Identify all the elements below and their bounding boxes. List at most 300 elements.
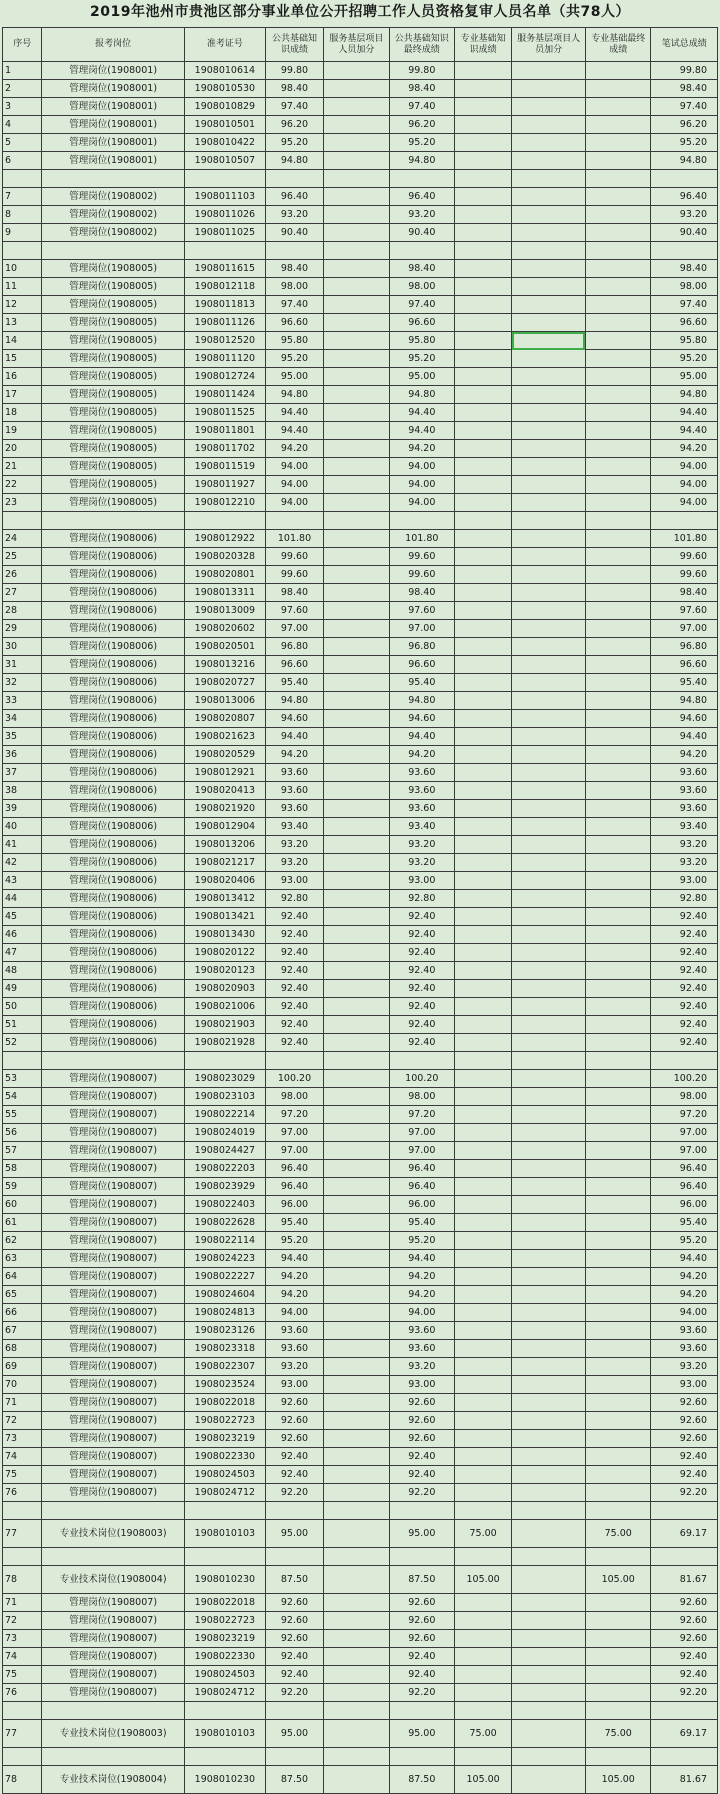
table-cell[interactable]: 1908012904 bbox=[184, 818, 265, 836]
table-cell[interactable] bbox=[455, 1340, 512, 1358]
table-cell[interactable]: 93.20 bbox=[389, 206, 454, 224]
table-cell[interactable]: 105.00 bbox=[455, 1766, 512, 1794]
table-cell[interactable]: 81.67 bbox=[651, 1766, 718, 1794]
table-cell[interactable]: 66 bbox=[3, 1304, 42, 1322]
table-cell[interactable]: 97.40 bbox=[651, 98, 718, 116]
table-cell[interactable]: 1908011813 bbox=[184, 296, 265, 314]
table-cell[interactable] bbox=[455, 782, 512, 800]
table-cell[interactable]: 98.40 bbox=[651, 584, 718, 602]
table-cell[interactable] bbox=[324, 1484, 389, 1502]
table-cell[interactable] bbox=[455, 278, 512, 296]
table-cell[interactable] bbox=[455, 1286, 512, 1304]
table-cell[interactable]: 98.00 bbox=[651, 1088, 718, 1106]
table-cell[interactable] bbox=[455, 962, 512, 980]
table-cell[interactable] bbox=[324, 818, 389, 836]
table-cell[interactable] bbox=[324, 1322, 389, 1340]
table-cell[interactable] bbox=[455, 80, 512, 98]
table-cell[interactable] bbox=[585, 116, 650, 134]
table-cell[interactable]: 1908021920 bbox=[184, 800, 265, 818]
table-cell[interactable]: 管理岗位(1908005) bbox=[42, 350, 184, 368]
table-cell[interactable]: 97.00 bbox=[389, 1142, 454, 1160]
table-cell[interactable] bbox=[585, 1322, 650, 1340]
table-cell[interactable] bbox=[324, 458, 389, 476]
table-cell[interactable] bbox=[324, 908, 389, 926]
table-cell[interactable] bbox=[455, 1160, 512, 1178]
table-cell[interactable]: 105.00 bbox=[585, 1566, 650, 1594]
table-cell[interactable]: 12 bbox=[3, 296, 42, 314]
table-cell[interactable] bbox=[512, 1088, 586, 1106]
table-cell[interactable]: 90.40 bbox=[389, 224, 454, 242]
table-cell[interactable] bbox=[512, 1214, 586, 1232]
empty-cell[interactable] bbox=[651, 170, 718, 188]
empty-cell[interactable] bbox=[512, 1502, 586, 1520]
table-cell[interactable]: 95.80 bbox=[389, 332, 454, 350]
table-cell[interactable] bbox=[455, 674, 512, 692]
table-cell[interactable]: 92.60 bbox=[265, 1594, 323, 1612]
table-cell[interactable]: 管理岗位(1908006) bbox=[42, 1016, 184, 1034]
empty-cell[interactable] bbox=[42, 512, 184, 530]
empty-cell[interactable] bbox=[512, 1052, 586, 1070]
table-cell[interactable] bbox=[585, 1484, 650, 1502]
table-cell[interactable] bbox=[585, 962, 650, 980]
table-cell[interactable] bbox=[455, 1196, 512, 1214]
table-cell[interactable] bbox=[455, 350, 512, 368]
table-cell[interactable]: 管理岗位(1908006) bbox=[42, 836, 184, 854]
empty-cell[interactable] bbox=[455, 1748, 512, 1766]
table-cell[interactable]: 1908010230 bbox=[184, 1566, 265, 1594]
table-cell[interactable]: 1908011525 bbox=[184, 404, 265, 422]
table-cell[interactable] bbox=[512, 224, 586, 242]
table-cell[interactable] bbox=[455, 728, 512, 746]
table-cell[interactable]: 99.60 bbox=[651, 548, 718, 566]
table-cell[interactable]: 105.00 bbox=[455, 1566, 512, 1594]
table-cell[interactable] bbox=[585, 692, 650, 710]
table-cell[interactable] bbox=[455, 1250, 512, 1268]
table-cell[interactable]: 100.20 bbox=[389, 1070, 454, 1088]
table-cell[interactable]: 92.40 bbox=[265, 998, 323, 1016]
table-cell[interactable]: 94.00 bbox=[651, 458, 718, 476]
table-cell[interactable]: 69 bbox=[3, 1358, 42, 1376]
table-cell[interactable] bbox=[512, 926, 586, 944]
table-cell[interactable] bbox=[512, 1684, 586, 1702]
table-cell[interactable]: 92.60 bbox=[651, 1612, 718, 1630]
table-cell[interactable]: 管理岗位(1908007) bbox=[42, 1612, 184, 1630]
table-cell[interactable]: 93.60 bbox=[651, 764, 718, 782]
table-cell[interactable]: 1908020406 bbox=[184, 872, 265, 890]
table-cell[interactable]: 95.20 bbox=[651, 134, 718, 152]
table-cell[interactable] bbox=[455, 332, 512, 350]
empty-cell[interactable] bbox=[585, 1052, 650, 1070]
table-cell[interactable]: 1908023103 bbox=[184, 1088, 265, 1106]
empty-cell[interactable] bbox=[3, 1548, 42, 1566]
table-cell[interactable]: 92.40 bbox=[265, 1034, 323, 1052]
table-cell[interactable]: 98.40 bbox=[265, 260, 323, 278]
empty-cell[interactable] bbox=[184, 1052, 265, 1070]
table-cell[interactable]: 92.40 bbox=[265, 962, 323, 980]
table-cell[interactable]: 94.20 bbox=[265, 746, 323, 764]
table-cell[interactable]: 92.40 bbox=[651, 962, 718, 980]
table-cell[interactable] bbox=[324, 1412, 389, 1430]
table-cell[interactable]: 95.40 bbox=[265, 674, 323, 692]
table-cell[interactable] bbox=[324, 1684, 389, 1702]
table-cell[interactable] bbox=[585, 152, 650, 170]
table-cell[interactable]: 92.40 bbox=[265, 1466, 323, 1484]
header-cell[interactable]: 专业基础知识成绩 bbox=[455, 28, 512, 62]
table-cell[interactable] bbox=[585, 80, 650, 98]
header-cell[interactable]: 服务基层项目人员加分 bbox=[512, 28, 586, 62]
table-cell[interactable] bbox=[324, 1630, 389, 1648]
table-cell[interactable]: 87.50 bbox=[389, 1566, 454, 1594]
table-cell[interactable]: 1908012724 bbox=[184, 368, 265, 386]
table-cell[interactable]: 93.00 bbox=[265, 1376, 323, 1394]
table-cell[interactable] bbox=[324, 782, 389, 800]
table-cell[interactable] bbox=[585, 566, 650, 584]
table-cell[interactable]: 1908021006 bbox=[184, 998, 265, 1016]
table-cell[interactable]: 52 bbox=[3, 1034, 42, 1052]
empty-cell[interactable] bbox=[455, 1548, 512, 1566]
table-cell[interactable] bbox=[585, 800, 650, 818]
table-cell[interactable]: 1908023126 bbox=[184, 1322, 265, 1340]
table-cell[interactable] bbox=[324, 566, 389, 584]
table-cell[interactable]: 管理岗位(1908006) bbox=[42, 998, 184, 1016]
table-cell[interactable]: 99.60 bbox=[651, 566, 718, 584]
empty-cell[interactable] bbox=[455, 170, 512, 188]
table-cell[interactable] bbox=[512, 1648, 586, 1666]
table-cell[interactable] bbox=[512, 1232, 586, 1250]
table-cell[interactable]: 98.40 bbox=[651, 260, 718, 278]
table-cell[interactable]: 1908022723 bbox=[184, 1612, 265, 1630]
table-cell[interactable]: 97.60 bbox=[265, 602, 323, 620]
table-cell[interactable]: 1908011927 bbox=[184, 476, 265, 494]
table-cell[interactable] bbox=[512, 1196, 586, 1214]
table-cell[interactable]: 1908022114 bbox=[184, 1232, 265, 1250]
table-cell[interactable]: 95.40 bbox=[389, 674, 454, 692]
table-cell[interactable]: 93.60 bbox=[389, 800, 454, 818]
table-cell[interactable]: 管理岗位(1908006) bbox=[42, 962, 184, 980]
table-cell[interactable]: 46 bbox=[3, 926, 42, 944]
table-cell[interactable]: 1908010103 bbox=[184, 1520, 265, 1548]
table-cell[interactable]: 管理岗位(1908007) bbox=[42, 1070, 184, 1088]
empty-cell[interactable] bbox=[3, 512, 42, 530]
table-cell[interactable] bbox=[324, 620, 389, 638]
table-cell[interactable]: 1908010507 bbox=[184, 152, 265, 170]
table-cell[interactable]: 55 bbox=[3, 1106, 42, 1124]
table-cell[interactable]: 92.40 bbox=[651, 908, 718, 926]
table-cell[interactable]: 管理岗位(1908005) bbox=[42, 332, 184, 350]
table-cell[interactable]: 1908010829 bbox=[184, 98, 265, 116]
table-cell[interactable]: 92.60 bbox=[651, 1394, 718, 1412]
empty-cell[interactable] bbox=[512, 1548, 586, 1566]
table-cell[interactable]: 1908020727 bbox=[184, 674, 265, 692]
table-cell[interactable] bbox=[324, 944, 389, 962]
table-cell[interactable]: 92.60 bbox=[389, 1430, 454, 1448]
table-cell[interactable]: 管理岗位(1908006) bbox=[42, 638, 184, 656]
table-cell[interactable] bbox=[455, 494, 512, 512]
table-cell[interactable] bbox=[585, 1250, 650, 1268]
table-cell[interactable]: 95.40 bbox=[389, 1214, 454, 1232]
table-cell[interactable]: 1908011801 bbox=[184, 422, 265, 440]
table-cell[interactable] bbox=[455, 98, 512, 116]
table-cell[interactable]: 94.20 bbox=[389, 1286, 454, 1304]
table-cell[interactable]: 1 bbox=[3, 62, 42, 80]
table-cell[interactable]: 92.40 bbox=[389, 1034, 454, 1052]
table-cell[interactable]: 1908010530 bbox=[184, 80, 265, 98]
table-cell[interactable]: 93.20 bbox=[265, 206, 323, 224]
table-cell[interactable]: 81.67 bbox=[651, 1566, 718, 1594]
table-cell[interactable]: 96.00 bbox=[265, 1196, 323, 1214]
table-cell[interactable]: 78 bbox=[3, 1566, 42, 1594]
table-cell[interactable] bbox=[585, 656, 650, 674]
empty-cell[interactable] bbox=[42, 1052, 184, 1070]
table-cell[interactable] bbox=[455, 746, 512, 764]
table-cell[interactable]: 78 bbox=[3, 1766, 42, 1794]
table-cell[interactable] bbox=[324, 602, 389, 620]
table-cell[interactable] bbox=[455, 1630, 512, 1648]
table-cell[interactable]: 管理岗位(1908001) bbox=[42, 62, 184, 80]
table-cell[interactable] bbox=[455, 1178, 512, 1196]
table-cell[interactable] bbox=[585, 764, 650, 782]
table-cell[interactable]: 94.00 bbox=[389, 476, 454, 494]
table-cell[interactable] bbox=[324, 836, 389, 854]
table-cell[interactable]: 93.20 bbox=[389, 854, 454, 872]
table-cell[interactable]: 92.40 bbox=[651, 980, 718, 998]
table-cell[interactable]: 98.40 bbox=[389, 584, 454, 602]
table-cell[interactable]: 97.60 bbox=[651, 602, 718, 620]
table-cell[interactable] bbox=[324, 476, 389, 494]
table-cell[interactable]: 75 bbox=[3, 1666, 42, 1684]
table-cell[interactable]: 1908020328 bbox=[184, 548, 265, 566]
table-cell[interactable]: 94.40 bbox=[389, 404, 454, 422]
table-cell[interactable]: 92.40 bbox=[389, 998, 454, 1016]
table-cell[interactable]: 97.40 bbox=[265, 98, 323, 116]
table-cell[interactable] bbox=[324, 656, 389, 674]
table-cell[interactable]: 97.40 bbox=[651, 296, 718, 314]
table-cell[interactable]: 1908024503 bbox=[184, 1666, 265, 1684]
table-cell[interactable]: 94.40 bbox=[389, 1250, 454, 1268]
table-cell[interactable] bbox=[512, 1720, 586, 1748]
table-cell[interactable] bbox=[585, 188, 650, 206]
table-cell[interactable] bbox=[585, 1376, 650, 1394]
table-cell[interactable]: 94.00 bbox=[389, 458, 454, 476]
table-cell[interactable]: 97.00 bbox=[651, 1124, 718, 1142]
table-cell[interactable]: 29 bbox=[3, 620, 42, 638]
table-cell[interactable]: 92.40 bbox=[389, 1466, 454, 1484]
table-cell[interactable]: 93.60 bbox=[651, 800, 718, 818]
table-cell[interactable] bbox=[455, 1612, 512, 1630]
table-cell[interactable]: 98.00 bbox=[265, 1088, 323, 1106]
table-cell[interactable] bbox=[324, 1232, 389, 1250]
table-cell[interactable]: 94.00 bbox=[389, 494, 454, 512]
table-cell[interactable] bbox=[324, 998, 389, 1016]
table-cell[interactable]: 3 bbox=[3, 98, 42, 116]
table-cell[interactable] bbox=[585, 1232, 650, 1250]
table-cell[interactable] bbox=[585, 584, 650, 602]
table-cell[interactable]: 4 bbox=[3, 116, 42, 134]
table-cell[interactable] bbox=[324, 926, 389, 944]
empty-cell[interactable] bbox=[585, 1702, 650, 1720]
table-cell[interactable] bbox=[585, 926, 650, 944]
table-cell[interactable] bbox=[512, 710, 586, 728]
table-cell[interactable]: 93.00 bbox=[651, 872, 718, 890]
table-cell[interactable]: 96.60 bbox=[389, 656, 454, 674]
table-cell[interactable]: 94.20 bbox=[389, 746, 454, 764]
table-cell[interactable]: 管理岗位(1908007) bbox=[42, 1340, 184, 1358]
table-cell[interactable]: 94.80 bbox=[265, 386, 323, 404]
table-cell[interactable]: 92.20 bbox=[389, 1484, 454, 1502]
table-cell[interactable]: 30 bbox=[3, 638, 42, 656]
table-cell[interactable]: 94.40 bbox=[265, 422, 323, 440]
table-cell[interactable]: 24 bbox=[3, 530, 42, 548]
table-cell[interactable] bbox=[324, 62, 389, 80]
table-cell[interactable] bbox=[512, 116, 586, 134]
table-cell[interactable]: 97.00 bbox=[389, 620, 454, 638]
table-cell[interactable] bbox=[324, 422, 389, 440]
table-cell[interactable]: 96.20 bbox=[265, 116, 323, 134]
table-cell[interactable]: 管理岗位(1908007) bbox=[42, 1250, 184, 1268]
table-cell[interactable]: 49 bbox=[3, 980, 42, 998]
table-cell[interactable]: 1908024813 bbox=[184, 1304, 265, 1322]
table-cell[interactable]: 1908022403 bbox=[184, 1196, 265, 1214]
table-cell[interactable] bbox=[585, 332, 650, 350]
table-cell[interactable] bbox=[455, 1106, 512, 1124]
table-cell[interactable]: 99.80 bbox=[651, 62, 718, 80]
table-cell[interactable]: 17 bbox=[3, 386, 42, 404]
table-cell[interactable]: 39 bbox=[3, 800, 42, 818]
empty-cell[interactable] bbox=[3, 170, 42, 188]
table-cell[interactable]: 管理岗位(1908007) bbox=[42, 1124, 184, 1142]
empty-cell[interactable] bbox=[265, 170, 323, 188]
table-cell[interactable]: 93.60 bbox=[651, 782, 718, 800]
table-cell[interactable] bbox=[324, 1214, 389, 1232]
table-cell[interactable]: 77 bbox=[3, 1720, 42, 1748]
table-cell[interactable]: 专业技术岗位(1908003) bbox=[42, 1520, 184, 1548]
table-cell[interactable] bbox=[585, 890, 650, 908]
table-cell[interactable]: 75.00 bbox=[455, 1520, 512, 1548]
table-cell[interactable]: 1908013421 bbox=[184, 908, 265, 926]
table-cell[interactable]: 95.40 bbox=[265, 1214, 323, 1232]
table-cell[interactable]: 1908013216 bbox=[184, 656, 265, 674]
table-cell[interactable]: 99.60 bbox=[265, 548, 323, 566]
table-cell[interactable] bbox=[512, 440, 586, 458]
table-cell[interactable]: 92.60 bbox=[389, 1394, 454, 1412]
table-cell[interactable]: 管理岗位(1908007) bbox=[42, 1304, 184, 1322]
empty-cell[interactable] bbox=[512, 512, 586, 530]
table-cell[interactable]: 95.00 bbox=[265, 1520, 323, 1548]
table-cell[interactable]: 管理岗位(1908007) bbox=[42, 1088, 184, 1106]
table-cell[interactable] bbox=[512, 1106, 586, 1124]
table-cell[interactable]: 93.60 bbox=[651, 1340, 718, 1358]
table-cell[interactable] bbox=[455, 656, 512, 674]
table-cell[interactable] bbox=[455, 692, 512, 710]
table-cell[interactable]: 95.40 bbox=[651, 674, 718, 692]
table-cell[interactable]: 1908022330 bbox=[184, 1448, 265, 1466]
table-cell[interactable]: 1908020807 bbox=[184, 710, 265, 728]
table-cell[interactable] bbox=[512, 854, 586, 872]
table-cell[interactable] bbox=[324, 1448, 389, 1466]
table-cell[interactable] bbox=[585, 98, 650, 116]
table-cell[interactable]: 94.60 bbox=[389, 710, 454, 728]
table-cell[interactable]: 96.80 bbox=[651, 638, 718, 656]
table-cell[interactable]: 1908010230 bbox=[184, 1766, 265, 1794]
table-cell[interactable]: 管理岗位(1908007) bbox=[42, 1376, 184, 1394]
table-cell[interactable]: 92.40 bbox=[389, 1016, 454, 1034]
empty-cell[interactable] bbox=[389, 1052, 454, 1070]
table-cell[interactable]: 94.40 bbox=[265, 404, 323, 422]
empty-cell[interactable] bbox=[184, 242, 265, 260]
table-cell[interactable]: 94.20 bbox=[651, 440, 718, 458]
empty-cell[interactable] bbox=[512, 170, 586, 188]
table-cell[interactable] bbox=[455, 1088, 512, 1106]
table-cell[interactable]: 69.17 bbox=[651, 1720, 718, 1748]
table-cell[interactable]: 管理岗位(1908006) bbox=[42, 602, 184, 620]
table-cell[interactable]: 管理岗位(1908007) bbox=[42, 1630, 184, 1648]
table-cell[interactable]: 管理岗位(1908006) bbox=[42, 530, 184, 548]
table-cell[interactable]: 95.20 bbox=[265, 1232, 323, 1250]
empty-cell[interactable] bbox=[324, 1702, 389, 1720]
table-cell[interactable]: 1908024223 bbox=[184, 1250, 265, 1268]
table-cell[interactable]: 1908022628 bbox=[184, 1214, 265, 1232]
table-cell[interactable]: 94.00 bbox=[389, 1304, 454, 1322]
table-cell[interactable]: 管理岗位(1908007) bbox=[42, 1142, 184, 1160]
table-cell[interactable] bbox=[512, 1142, 586, 1160]
table-cell[interactable]: 50 bbox=[3, 998, 42, 1016]
table-cell[interactable]: 74 bbox=[3, 1648, 42, 1666]
table-cell[interactable]: 92.20 bbox=[265, 1484, 323, 1502]
table-cell[interactable] bbox=[585, 1448, 650, 1466]
table-cell[interactable] bbox=[512, 368, 586, 386]
table-cell[interactable]: 97.00 bbox=[651, 1142, 718, 1160]
table-cell[interactable]: 1908013009 bbox=[184, 602, 265, 620]
table-cell[interactable] bbox=[455, 1034, 512, 1052]
table-cell[interactable] bbox=[324, 746, 389, 764]
table-cell[interactable]: 92.40 bbox=[651, 926, 718, 944]
table-cell[interactable] bbox=[585, 440, 650, 458]
empty-cell[interactable] bbox=[265, 1702, 323, 1720]
table-cell[interactable]: 48 bbox=[3, 962, 42, 980]
table-cell[interactable]: 92.40 bbox=[651, 1648, 718, 1666]
empty-cell[interactable] bbox=[389, 242, 454, 260]
table-cell[interactable]: 1908012921 bbox=[184, 764, 265, 782]
table-cell[interactable] bbox=[324, 1160, 389, 1178]
table-cell[interactable] bbox=[455, 584, 512, 602]
table-cell[interactable]: 管理岗位(1908007) bbox=[42, 1466, 184, 1484]
table-cell[interactable] bbox=[585, 530, 650, 548]
table-cell[interactable] bbox=[585, 728, 650, 746]
table-cell[interactable] bbox=[324, 1016, 389, 1034]
table-cell[interactable]: 96.60 bbox=[651, 314, 718, 332]
table-cell[interactable] bbox=[585, 62, 650, 80]
table-cell[interactable] bbox=[585, 1286, 650, 1304]
table-cell[interactable] bbox=[324, 980, 389, 998]
empty-cell[interactable] bbox=[324, 1748, 389, 1766]
table-cell[interactable] bbox=[324, 728, 389, 746]
table-cell[interactable]: 管理岗位(1908006) bbox=[42, 926, 184, 944]
table-cell[interactable] bbox=[324, 332, 389, 350]
table-cell[interactable] bbox=[512, 1268, 586, 1286]
table-cell[interactable]: 1908022330 bbox=[184, 1648, 265, 1666]
table-cell[interactable]: 管理岗位(1908005) bbox=[42, 260, 184, 278]
table-cell[interactable] bbox=[512, 1250, 586, 1268]
table-cell[interactable]: 92.40 bbox=[265, 926, 323, 944]
table-cell[interactable]: 管理岗位(1908007) bbox=[42, 1214, 184, 1232]
table-cell[interactable]: 管理岗位(1908001) bbox=[42, 116, 184, 134]
table-cell[interactable]: 管理岗位(1908005) bbox=[42, 386, 184, 404]
table-cell[interactable]: 管理岗位(1908006) bbox=[42, 728, 184, 746]
table-cell[interactable]: 管理岗位(1908006) bbox=[42, 566, 184, 584]
table-cell[interactable] bbox=[324, 314, 389, 332]
table-cell[interactable]: 94.40 bbox=[389, 728, 454, 746]
table-cell[interactable]: 94.00 bbox=[651, 494, 718, 512]
